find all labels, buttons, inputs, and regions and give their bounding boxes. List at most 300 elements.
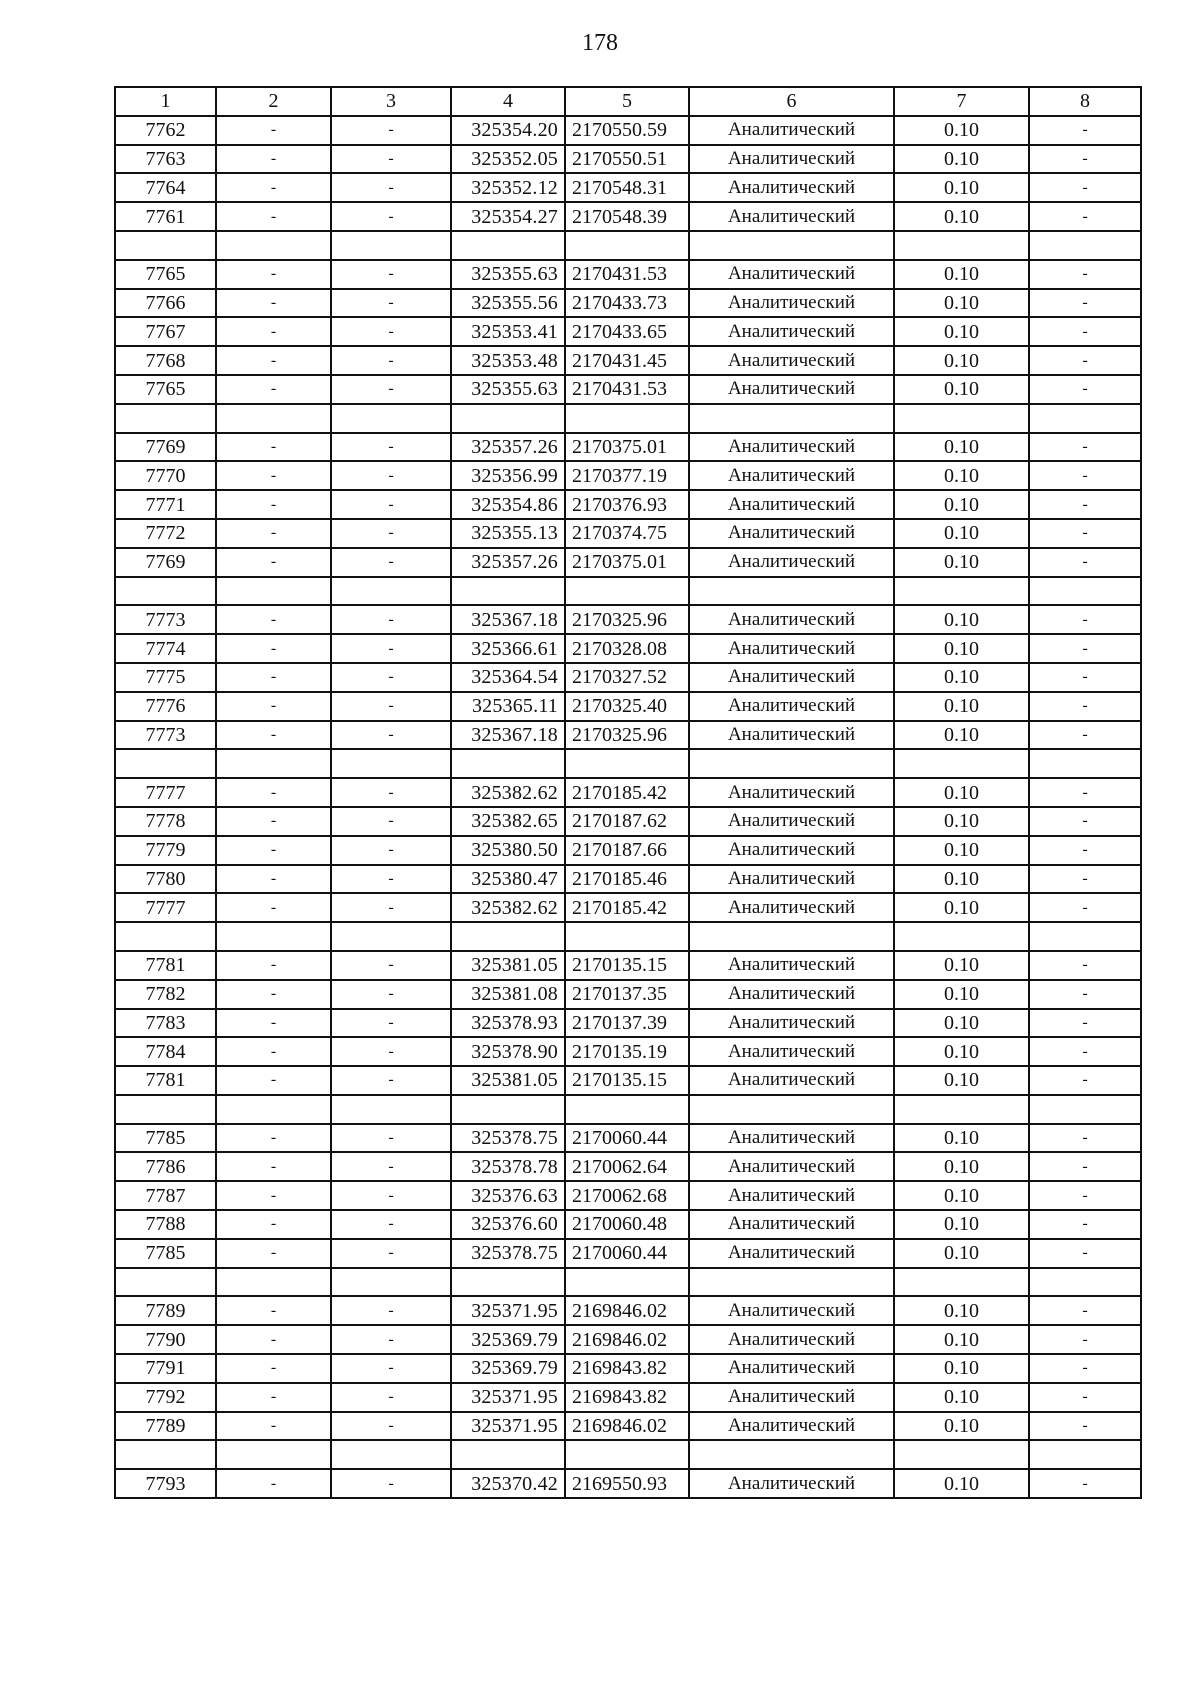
table-row-spacer [115,1095,1141,1124]
table-cell-col-6: Аналитический [689,1354,894,1383]
table-cell-col-4: 325353.41 [451,317,565,346]
empty-cell [565,231,689,260]
table-cell-col-5: 2169846.02 [565,1296,689,1325]
table-cell-col-3: - [331,807,451,836]
table-cell-col-6: Аналитический [689,663,894,692]
table-cell-col-3: - [331,778,451,807]
table-cell-col-3: - [331,1325,451,1354]
empty-cell [565,1440,689,1469]
table-cell-col-1: 7792 [115,1383,216,1412]
table-cell-col-7: 0.10 [894,980,1029,1009]
table-cell-col-7: 0.10 [894,1296,1029,1325]
table-cell-col-5: 2170137.39 [565,1009,689,1038]
empty-cell [216,577,331,606]
table-cell-col-7: 0.10 [894,519,1029,548]
empty-cell [689,1440,894,1469]
table-cell-col-3: - [331,433,451,462]
table-cell-col-3: - [331,1412,451,1441]
table-cell-col-5: 2170327.52 [565,663,689,692]
table-cell-col-6: Аналитический [689,289,894,318]
table-cell-col-3: - [331,836,451,865]
table-row [115,375,1141,404]
empty-cell [451,231,565,260]
table-cell-col-6: Аналитический [689,865,894,894]
table-cell-col-8: - [1029,865,1141,894]
table-cell-col-6: Аналитический [689,1296,894,1325]
table-row [115,317,1141,346]
table-cell-col-2: - [216,1383,331,1412]
table-cell-col-8: - [1029,1296,1141,1325]
empty-cell [115,1440,216,1469]
table-cell-col-2: - [216,1152,331,1181]
table-cell-col-5: 2169550.93 [565,1469,689,1498]
empty-cell [331,749,451,778]
table-cell-col-7: 0.10 [894,836,1029,865]
table-cell-col-3: - [331,692,451,721]
table-cell-col-4: 325371.95 [451,1383,565,1412]
table-row [115,548,1141,577]
table-cell-col-8: - [1029,519,1141,548]
table-cell-col-8: - [1029,116,1141,145]
table-cell-col-6: Аналитический [689,260,894,289]
empty-cell [1029,577,1141,606]
table-cell-col-8: - [1029,980,1141,1009]
table-cell-col-6: Аналитический [689,1152,894,1181]
table-cell-col-5: 2170135.15 [565,1066,689,1095]
empty-cell [894,1095,1029,1124]
table-cell-col-1: 7789 [115,1412,216,1441]
table-cell-col-7: 0.10 [894,1152,1029,1181]
table-row [115,519,1141,548]
table-cell-col-8: - [1029,1124,1141,1153]
table-cell-col-5: 2170548.31 [565,173,689,202]
table-row [115,1239,1141,1268]
table-cell-col-4: 325369.79 [451,1325,565,1354]
table-row [115,663,1141,692]
table-cell-col-6: Аналитический [689,548,894,577]
empty-cell [216,404,331,433]
empty-cell [115,231,216,260]
table-cell-col-8: - [1029,893,1141,922]
table-cell-col-3: - [331,317,451,346]
table-row-spacer [115,1440,1141,1469]
table-row [115,1296,1141,1325]
table-cell-col-4: 325354.20 [451,116,565,145]
table-cell-col-6: Аналитический [689,1239,894,1268]
table-cell-col-7: 0.10 [894,145,1029,174]
table-cell-col-1: 7767 [115,317,216,346]
empty-cell [689,1095,894,1124]
column-header: 1 [115,87,216,116]
empty-cell [331,231,451,260]
table-cell-col-2: - [216,836,331,865]
table-row [115,778,1141,807]
table-cell-col-5: 2169846.02 [565,1412,689,1441]
table-cell-col-4: 325365.11 [451,692,565,721]
empty-cell [565,749,689,778]
table-cell-col-7: 0.10 [894,173,1029,202]
empty-cell [1029,749,1141,778]
table-cell-col-4: 325367.18 [451,605,565,634]
table-cell-col-8: - [1029,260,1141,289]
table-row [115,1210,1141,1239]
table-cell-col-2: - [216,1239,331,1268]
table-cell-col-1: 7768 [115,346,216,375]
table-cell-col-5: 2170060.48 [565,1210,689,1239]
table-cell-col-5: 2169843.82 [565,1383,689,1412]
table-cell-col-3: - [331,1181,451,1210]
table-cell-col-4: 325378.93 [451,1009,565,1038]
table-cell-col-4: 325378.75 [451,1239,565,1268]
table-cell-col-4: 325357.26 [451,548,565,577]
table-cell-col-2: - [216,375,331,404]
table-cell-col-4: 325380.50 [451,836,565,865]
table-cell-col-8: - [1029,951,1141,980]
table-cell-col-5: 2170550.51 [565,145,689,174]
table-cell-col-5: 2170185.46 [565,865,689,894]
empty-cell [331,1440,451,1469]
table-row [115,980,1141,1009]
table-cell-col-3: - [331,1210,451,1239]
table-cell-col-1: 7780 [115,865,216,894]
table-row [115,836,1141,865]
table-cell-col-7: 0.10 [894,663,1029,692]
table-cell-col-6: Аналитический [689,1412,894,1441]
table-cell-col-1: 7769 [115,433,216,462]
table-cell-col-2: - [216,1009,331,1038]
empty-cell [451,922,565,951]
table-cell-col-7: 0.10 [894,721,1029,750]
table-cell-col-4: 325367.18 [451,721,565,750]
table-cell-col-5: 2170185.42 [565,778,689,807]
table-cell-col-5: 2170135.15 [565,951,689,980]
table-cell-col-2: - [216,145,331,174]
table-cell-col-7: 0.10 [894,1469,1029,1498]
table-cell-col-8: - [1029,317,1141,346]
table-cell-col-2: - [216,980,331,1009]
empty-cell [565,1268,689,1297]
table-row [115,1181,1141,1210]
table-row [115,116,1141,145]
table-cell-col-8: - [1029,1325,1141,1354]
table-cell-col-5: 2170060.44 [565,1239,689,1268]
empty-cell [565,922,689,951]
table-cell-col-6: Аналитический [689,519,894,548]
table-cell-col-8: - [1029,548,1141,577]
empty-cell [331,1268,451,1297]
table-row-spacer [115,404,1141,433]
table-cell-col-2: - [216,202,331,231]
table-cell-col-2: - [216,893,331,922]
table-cell-col-2: - [216,548,331,577]
table-cell-col-6: Аналитический [689,721,894,750]
empty-cell [216,749,331,778]
empty-cell [216,1095,331,1124]
empty-cell [689,404,894,433]
table-cell-col-3: - [331,893,451,922]
table-cell-col-5: 2170062.64 [565,1152,689,1181]
table-cell-col-6: Аналитический [689,692,894,721]
empty-cell [689,577,894,606]
table-cell-col-6: Аналитический [689,145,894,174]
table-cell-col-2: - [216,519,331,548]
table-cell-col-7: 0.10 [894,1354,1029,1383]
table-cell-col-2: - [216,173,331,202]
table-cell-col-4: 325369.79 [451,1354,565,1383]
table-cell-col-3: - [331,1354,451,1383]
table-row [115,634,1141,663]
table-cell-col-3: - [331,951,451,980]
table-cell-col-7: 0.10 [894,1325,1029,1354]
table-cell-col-5: 2170433.65 [565,317,689,346]
table-cell-col-4: 325371.95 [451,1412,565,1441]
table-cell-col-1: 7766 [115,289,216,318]
table-cell-col-3: - [331,663,451,692]
table-cell-col-1: 7765 [115,375,216,404]
table-cell-col-5: 2170375.01 [565,548,689,577]
table-cell-col-1: 7775 [115,663,216,692]
table-cell-col-8: - [1029,1152,1141,1181]
table-cell-col-5: 2170328.08 [565,634,689,663]
table-cell-col-2: - [216,1210,331,1239]
table-row-spacer [115,231,1141,260]
table-cell-col-7: 0.10 [894,634,1029,663]
table-cell-col-2: - [216,1325,331,1354]
empty-cell [451,749,565,778]
table-cell-col-3: - [331,980,451,1009]
empty-cell [115,577,216,606]
table-row [115,433,1141,462]
table-cell-col-7: 0.10 [894,202,1029,231]
table-cell-col-6: Аналитический [689,202,894,231]
table-cell-col-6: Аналитический [689,778,894,807]
table-cell-col-7: 0.10 [894,605,1029,634]
table-cell-col-7: 0.10 [894,807,1029,836]
column-header: 7 [894,87,1029,116]
table-row [115,461,1141,490]
table-cell-col-2: - [216,778,331,807]
page-number: 178 [582,30,618,56]
table-cell-col-1: 7764 [115,173,216,202]
table-cell-col-3: - [331,1152,451,1181]
table-cell-col-4: 325378.90 [451,1037,565,1066]
column-header: 2 [216,87,331,116]
table-row [115,1412,1141,1441]
table-cell-col-3: - [331,346,451,375]
table-cell-col-5: 2170060.44 [565,1124,689,1153]
table-cell-col-5: 2170135.19 [565,1037,689,1066]
table-cell-col-5: 2170433.73 [565,289,689,318]
table-cell-col-8: - [1029,461,1141,490]
table-cell-col-1: 7791 [115,1354,216,1383]
table-cell-col-1: 7762 [115,116,216,145]
column-header: 4 [451,87,565,116]
table-cell-col-4: 325354.86 [451,490,565,519]
table-cell-col-3: - [331,1239,451,1268]
table-cell-col-6: Аналитический [689,1325,894,1354]
table-cell-col-5: 2170185.42 [565,893,689,922]
table-row [115,1152,1141,1181]
table-cell-col-1: 7779 [115,836,216,865]
empty-cell [115,1095,216,1124]
table-cell-col-1: 7786 [115,1152,216,1181]
table-cell-col-7: 0.10 [894,778,1029,807]
table-cell-col-7: 0.10 [894,1181,1029,1210]
table-cell-col-1: 7777 [115,778,216,807]
table-cell-col-8: - [1029,807,1141,836]
table-cell-col-1: 7785 [115,1239,216,1268]
empty-cell [451,577,565,606]
table-cell-col-3: - [331,202,451,231]
table-cell-col-4: 325382.62 [451,778,565,807]
empty-cell [331,577,451,606]
empty-cell [1029,922,1141,951]
table-cell-col-6: Аналитический [689,346,894,375]
table-cell-col-4: 325355.63 [451,375,565,404]
table-cell-col-1: 7787 [115,1181,216,1210]
table-cell-col-4: 325352.12 [451,173,565,202]
table-cell-col-3: - [331,260,451,289]
table-cell-col-8: - [1029,1066,1141,1095]
table-cell-col-7: 0.10 [894,490,1029,519]
table-cell-col-4: 325380.47 [451,865,565,894]
table-cell-col-5: 2170325.96 [565,721,689,750]
table-cell-col-8: - [1029,1383,1141,1412]
table-cell-col-2: - [216,663,331,692]
table-cell-col-5: 2169843.82 [565,1354,689,1383]
table-cell-col-1: 7761 [115,202,216,231]
table-cell-col-7: 0.10 [894,260,1029,289]
table-cell-col-4: 325370.42 [451,1469,565,1498]
table-cell-col-7: 0.10 [894,461,1029,490]
empty-cell [216,922,331,951]
empty-cell [1029,1440,1141,1469]
table-cell-col-6: Аналитический [689,980,894,1009]
table-cell-col-3: - [331,461,451,490]
table-cell-col-6: Аналитический [689,1066,894,1095]
table-cell-col-7: 0.10 [894,1239,1029,1268]
table-cell-col-3: - [331,1037,451,1066]
table-cell-col-4: 325376.60 [451,1210,565,1239]
table-cell-col-2: - [216,1296,331,1325]
empty-cell [1029,1268,1141,1297]
empty-cell [115,404,216,433]
table-cell-col-2: - [216,490,331,519]
table-cell-col-4: 325381.05 [451,951,565,980]
table-cell-col-3: - [331,1469,451,1498]
table-cell-col-3: - [331,145,451,174]
empty-cell [115,922,216,951]
table-cell-col-5: 2170325.40 [565,692,689,721]
table-cell-col-5: 2170062.68 [565,1181,689,1210]
table-row [115,1325,1141,1354]
table-cell-col-7: 0.10 [894,375,1029,404]
column-header: 3 [331,87,451,116]
table-cell-col-1: 7781 [115,1066,216,1095]
table-cell-col-3: - [331,721,451,750]
table-cell-col-6: Аналитический [689,1210,894,1239]
table-cell-col-6: Аналитический [689,807,894,836]
table-row [115,1354,1141,1383]
table-cell-col-4: 325355.63 [451,260,565,289]
table-cell-col-8: - [1029,721,1141,750]
table-cell-col-1: 7793 [115,1469,216,1498]
empty-cell [894,1268,1029,1297]
table-cell-col-2: - [216,317,331,346]
table-cell-col-3: - [331,289,451,318]
table-cell-col-7: 0.10 [894,1009,1029,1038]
table-cell-col-2: - [216,721,331,750]
table-cell-col-7: 0.10 [894,289,1029,318]
table-cell-col-5: 2170187.66 [565,836,689,865]
table-cell-col-4: 325355.13 [451,519,565,548]
table-cell-col-6: Аналитический [689,116,894,145]
column-header: 6 [689,87,894,116]
table-cell-col-2: - [216,1181,331,1210]
column-header: 5 [565,87,689,116]
table-row-spacer [115,922,1141,951]
table-cell-col-2: - [216,634,331,663]
table-cell-col-1: 7781 [115,951,216,980]
empty-cell [689,749,894,778]
table-cell-col-4: 325371.95 [451,1296,565,1325]
table-cell-col-1: 7772 [115,519,216,548]
table-cell-col-5: 2170548.39 [565,202,689,231]
table-cell-col-3: - [331,865,451,894]
table-cell-col-8: - [1029,605,1141,634]
empty-cell [115,749,216,778]
table-cell-col-5: 2170431.45 [565,346,689,375]
empty-cell [894,577,1029,606]
table-cell-col-2: - [216,1469,331,1498]
table-cell-col-1: 7785 [115,1124,216,1153]
table-cell-col-1: 7790 [115,1325,216,1354]
table-cell-col-2: - [216,116,331,145]
table-row [115,1066,1141,1095]
table-cell-col-8: - [1029,1037,1141,1066]
table-cell-col-4: 325352.05 [451,145,565,174]
table-row [115,605,1141,634]
table-row [115,173,1141,202]
column-header: 8 [1029,87,1141,116]
table-cell-col-4: 325382.65 [451,807,565,836]
table-row [115,721,1141,750]
table-cell-col-2: - [216,1354,331,1383]
table-cell-col-4: 325382.62 [451,893,565,922]
table-cell-col-6: Аналитический [689,951,894,980]
table-cell-col-4: 325364.54 [451,663,565,692]
table-cell-col-6: Аналитический [689,1009,894,1038]
table-cell-col-3: - [331,1124,451,1153]
table-row [115,289,1141,318]
table-cell-col-3: - [331,1296,451,1325]
table-cell-col-1: 7783 [115,1009,216,1038]
table-cell-col-8: - [1029,692,1141,721]
table-row [115,260,1141,289]
table-row [115,692,1141,721]
table-cell-col-2: - [216,433,331,462]
table-cell-col-3: - [331,490,451,519]
table-cell-col-1: 7784 [115,1037,216,1066]
table-cell-col-3: - [331,519,451,548]
empty-cell [451,1095,565,1124]
table-row [115,807,1141,836]
table-cell-col-7: 0.10 [894,1037,1029,1066]
table-cell-col-5: 2170431.53 [565,260,689,289]
table-row-spacer [115,749,1141,778]
table-cell-col-8: - [1029,1412,1141,1441]
empty-cell [1029,231,1141,260]
